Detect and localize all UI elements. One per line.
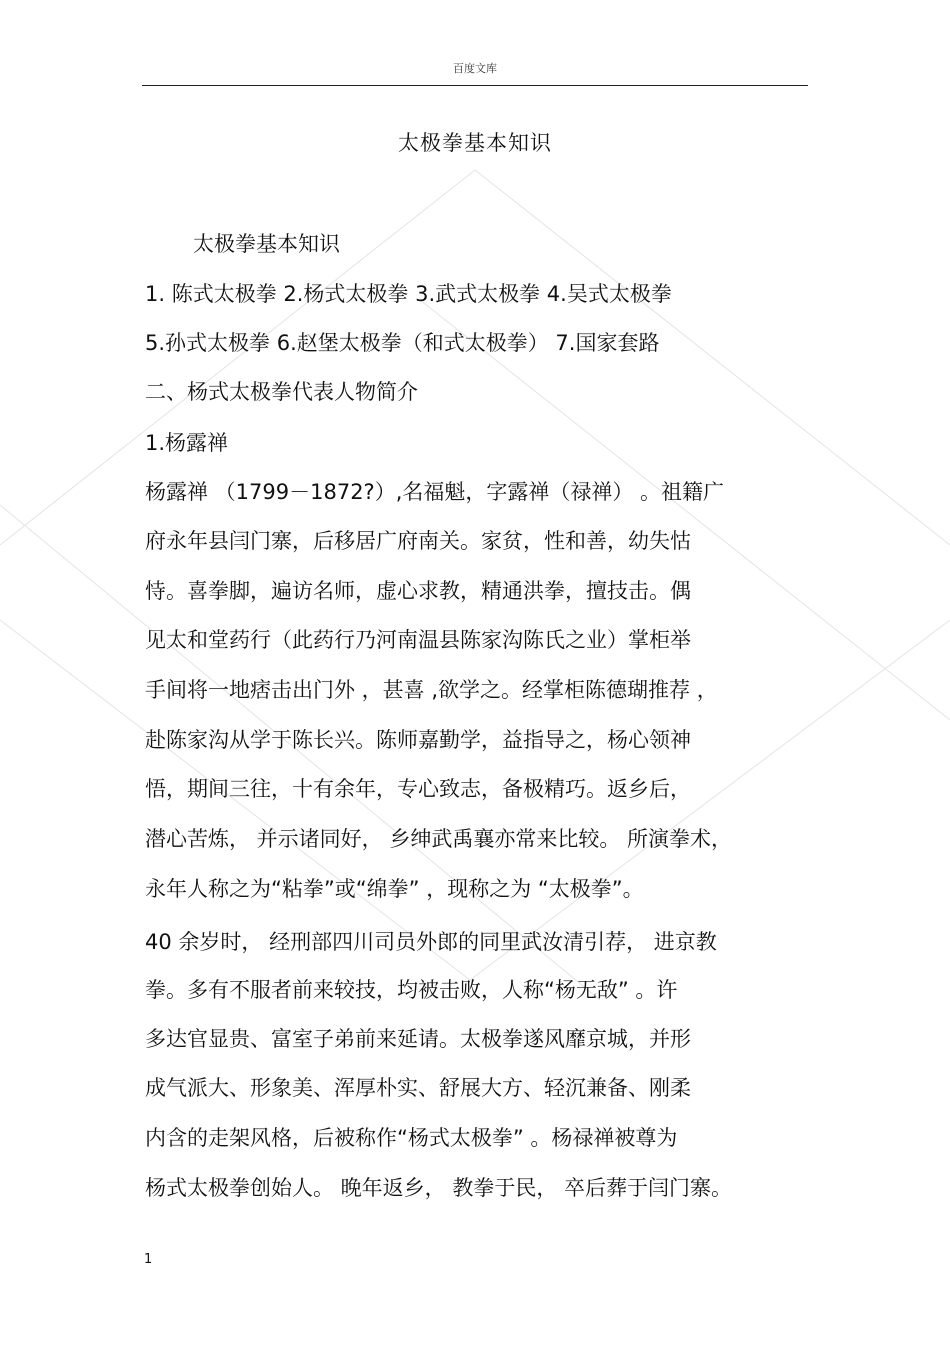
section-heading-2: 二、杨式太极拳代表人物简介 (145, 380, 418, 404)
paragraph-line: 杨式太极拳创始人。 晚年返乡， 教拳于民， 卒后葬于闫门寨。 (145, 1176, 733, 1200)
paragraph-line: 见太和堂药行（此药行乃河南温县陈家沟陈氏之业）掌柜举 (145, 628, 691, 652)
section-heading: 太极拳基本知识 (193, 232, 340, 256)
paragraph-line: 手间将一地痞击出门外 ，甚喜 ,欲学之。经掌柜陈德瑚推荐 ， (145, 678, 718, 702)
paragraph-line: 杨露禅 （1799－1872?）,名福魁，字露禅（禄禅） 。祖籍广 (145, 480, 725, 504)
paragraph-line: 府永年县闫门寨，后移居广府南关。家贫，性和善，幼失怙 (145, 529, 691, 553)
paragraph-line: 内含的走架风格，后被称作“杨式太极拳” 。杨禄禅被尊为 (145, 1126, 678, 1150)
header-divider (142, 85, 808, 86)
paragraph-line: 潜心苦炼， 并示诸同好， 乡绅武禹襄亦常来比较。 所演拳术， (145, 827, 733, 851)
style-list-line-2: 5.孙式太极拳 6.赵堡太极拳（和式太极拳） 7.国家套路 (145, 331, 660, 355)
style-list-line-1: 1. 陈式太极拳 2.杨式太极拳 3.武式太极拳 4.吴式太极拳 (145, 282, 672, 306)
paragraph-line: 永年人称之为“粘拳”或“绵拳” ，现称之为 “太极拳”。 (145, 877, 644, 901)
paragraph-line: 恃。喜拳脚，遍访名师，虚心求教，精通洪拳，擅技击。偶 (145, 579, 691, 603)
page-header: 百度文库 (453, 62, 497, 75)
page-number: 1 (144, 1252, 153, 1267)
paragraph-line: 40 余岁时， 经刑部四川司员外郎的同里武汝清引荐， 进京教 (145, 930, 717, 954)
paragraph-line: 拳。多有不服者前来较技，均被击败，人称“杨无敌” 。许 (145, 978, 678, 1002)
document-title: 太极拳基本知识 (398, 131, 552, 155)
paragraph-line: 赴陈家沟从学于陈长兴。陈师嘉勤学，益指导之，杨心领神 (145, 728, 691, 752)
paragraph-line: 成气派大、形象美、浑厚朴实、舒展大方、轻沉兼备、刚柔 (145, 1076, 691, 1100)
subsection-heading: 1.杨露禅 (145, 431, 229, 455)
paragraph-line: 悟，期间三往，十有余年，专心致志，备极精巧。返乡后， (145, 777, 691, 801)
paragraph-line: 多达官显贵、富室子弟前来延请。太极拳遂风靡京城，并形 (145, 1027, 691, 1051)
